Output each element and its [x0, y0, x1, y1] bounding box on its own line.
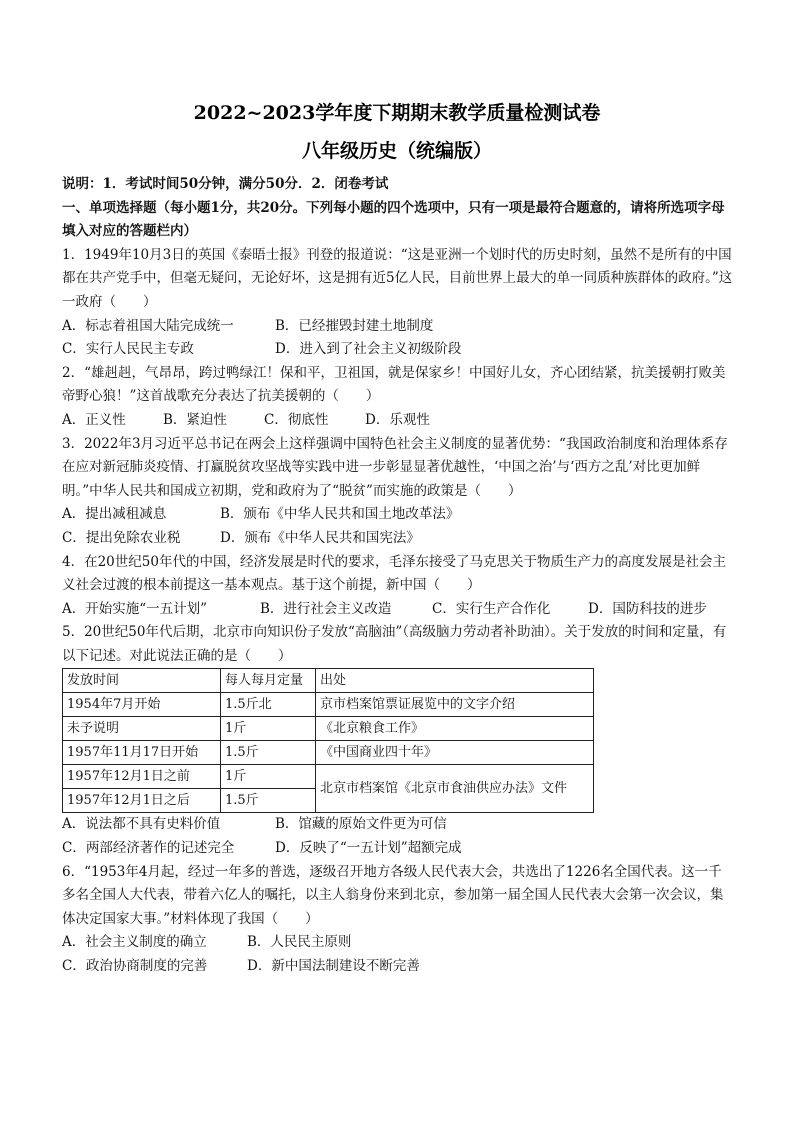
table-row	[63, 765, 594, 789]
table-cell: 1954年7月开始	[63, 693, 221, 717]
table-cell: 《北京粮食工作》	[316, 717, 594, 741]
option-row	[62, 598, 734, 622]
table-cell: 1957年12月1日之前	[63, 765, 221, 789]
option-row	[62, 813, 734, 837]
table-header: 每人每月定量	[221, 669, 316, 693]
table-header: 出处	[316, 669, 594, 693]
table-row	[63, 741, 594, 765]
exam-title: 2022~2023学年度下期期末教学质量检测试卷	[193, 102, 601, 124]
option-row	[62, 338, 734, 362]
option-c: C．提出免除农业税	[62, 529, 181, 546]
section-heading: 一、单项选择题（每小题1分，共20分。下列每小题的四个选项中，只有一项是最符合题意的，请将所选项字母填入对应的答题栏内）	[62, 199, 725, 240]
table-cell: 1957年11月17日开始	[63, 741, 221, 765]
option-b: B．进行社会主义改造	[260, 600, 392, 617]
option-row	[62, 527, 734, 551]
option-d: D．新中国法制建设不断完善	[247, 958, 420, 975]
table-cell: 未予说明	[63, 717, 221, 741]
option-d: D．国防科技的进步	[588, 600, 707, 617]
table-row	[63, 717, 594, 741]
option-a: A．开始实施“一五计划”	[62, 600, 208, 617]
option-d: D．颁布《中华人民共和国宪法》	[220, 529, 420, 546]
question-stem: 5．20世纪50年代后期，北京市向知识份子发放“高脑油”（高级脑力劳动者补助油）。关于发放的时间和定量，有以下记述。对此说法正确的是（ ）	[62, 624, 727, 664]
option-b: B．颁布《中华人民共和国土地改革法》	[220, 506, 460, 523]
option-b: B．已经摧毁封建土地制度	[275, 317, 434, 334]
option-c: C．彻底性	[264, 411, 329, 428]
option-a: A．正义性	[62, 411, 126, 428]
source-table	[62, 668, 594, 813]
option-b: B．人民民主原则	[247, 934, 352, 951]
option-row	[62, 315, 734, 339]
table-cell: 北京市档案馆《北京市食油供应办法》文件	[316, 765, 594, 813]
table-cell: 1.5斤北	[221, 693, 316, 717]
exam-content	[62, 173, 734, 979]
table-cell: 京市档案馆票证展览中的文字介绍	[316, 693, 594, 717]
option-b: B．馆藏的原始文件更为可信	[275, 816, 447, 833]
table-cell: 1.5斤	[221, 741, 316, 765]
table-cell: 1957年12月1日之后	[63, 789, 221, 813]
option-b: B．紧迫性	[163, 411, 227, 428]
table-cell: 1斤	[221, 765, 316, 789]
option-c: C．两部经济著作的记述完全	[62, 840, 235, 857]
option-c: C．实行人民民主专政	[62, 341, 194, 358]
option-a: A．提出减租减息	[62, 506, 167, 523]
option-c: C．政治协商制度的完善	[62, 958, 208, 975]
option-a: A．标志着祖国大陆完成统一	[62, 317, 234, 334]
option-row	[62, 409, 734, 433]
option-a: A．社会主义制度的确立	[62, 934, 207, 951]
table-header-row	[63, 669, 594, 693]
exam-subtitle: 八年级历史（统编版）	[301, 140, 492, 162]
instructions: 说明：1．考试时间50分钟，满分50分．2．闭卷考试	[62, 176, 389, 192]
option-c: C．实行生产合作化	[432, 600, 551, 617]
question-stem: 1．1949年10月3日的英国《泰晤士报》刊登的报道说：“这是亚洲一个划时代的历史时刻，虽然不是所有的中国都在共产党手中，但毫无疑问，无论好坏，这是拥有近5亿人民，目前世界上最大的单一同质种族群体的政府。”这一政府（ ）	[62, 246, 733, 310]
option-d: D．进入到了社会主义初级阶段	[275, 341, 462, 358]
table-header: 发放时间	[63, 669, 221, 693]
option-d: D．乐观性	[365, 411, 430, 428]
option-a: A．说法都不具有史料价值	[62, 816, 221, 833]
option-row	[62, 837, 734, 861]
question-stem: 6．“1953年4月起，经过一年多的普选，逐级召开地方各级人民代表大会，共选出了1226名全国代表。这一千多名全国人大代表，带着六亿人的嘱托，以主人翁身份来到北京，参加第一届全国人民代表大会第一次会议，集体决定国家大事。”材料体现了我国（ ）	[62, 863, 724, 927]
question-stem: 2．“雄赳赳，气昂昂，跨过鸭绿江！保和平，卫祖国，就是保家乡！中国好儿女，齐心团结紧，抗美援朝打败美帝野心狼！”这首战歌充分表达了抗美援朝的（ ）	[62, 364, 726, 405]
question-stem: 4．在20世纪50年代的中国，经济发展是时代的要求，毛泽东接受了马克思关于物质生产力的高度发展是社会主义社会过渡的根本前提这一基本观点。基于这个前提，新中国（ ）	[62, 553, 726, 594]
option-row	[62, 503, 734, 527]
option-row	[62, 931, 734, 955]
question-stem: 3．2022年3月习近平总书记在两会上这样强调中国特色社会主义制度的显著优势：“我国政治制度和治理体系存在应对新冠肺炎疫情、打赢脱贫攻坚战等实践中进一步彰显显著优越性，‘中国之治’与‘西方之乱’对比更加鲜明。”中华人民共和国成立初期，党和政府为了“脱贫”而实施的政策是（ ）	[62, 435, 728, 499]
table-cell: 1斤	[221, 717, 316, 741]
table-cell: 1.5斤	[221, 789, 316, 813]
table-cell: 《中国商业四十年》	[316, 741, 594, 765]
option-d: D．反映了“一五计划”超额完成	[275, 840, 462, 857]
table-row	[63, 693, 594, 717]
option-row	[62, 955, 734, 979]
